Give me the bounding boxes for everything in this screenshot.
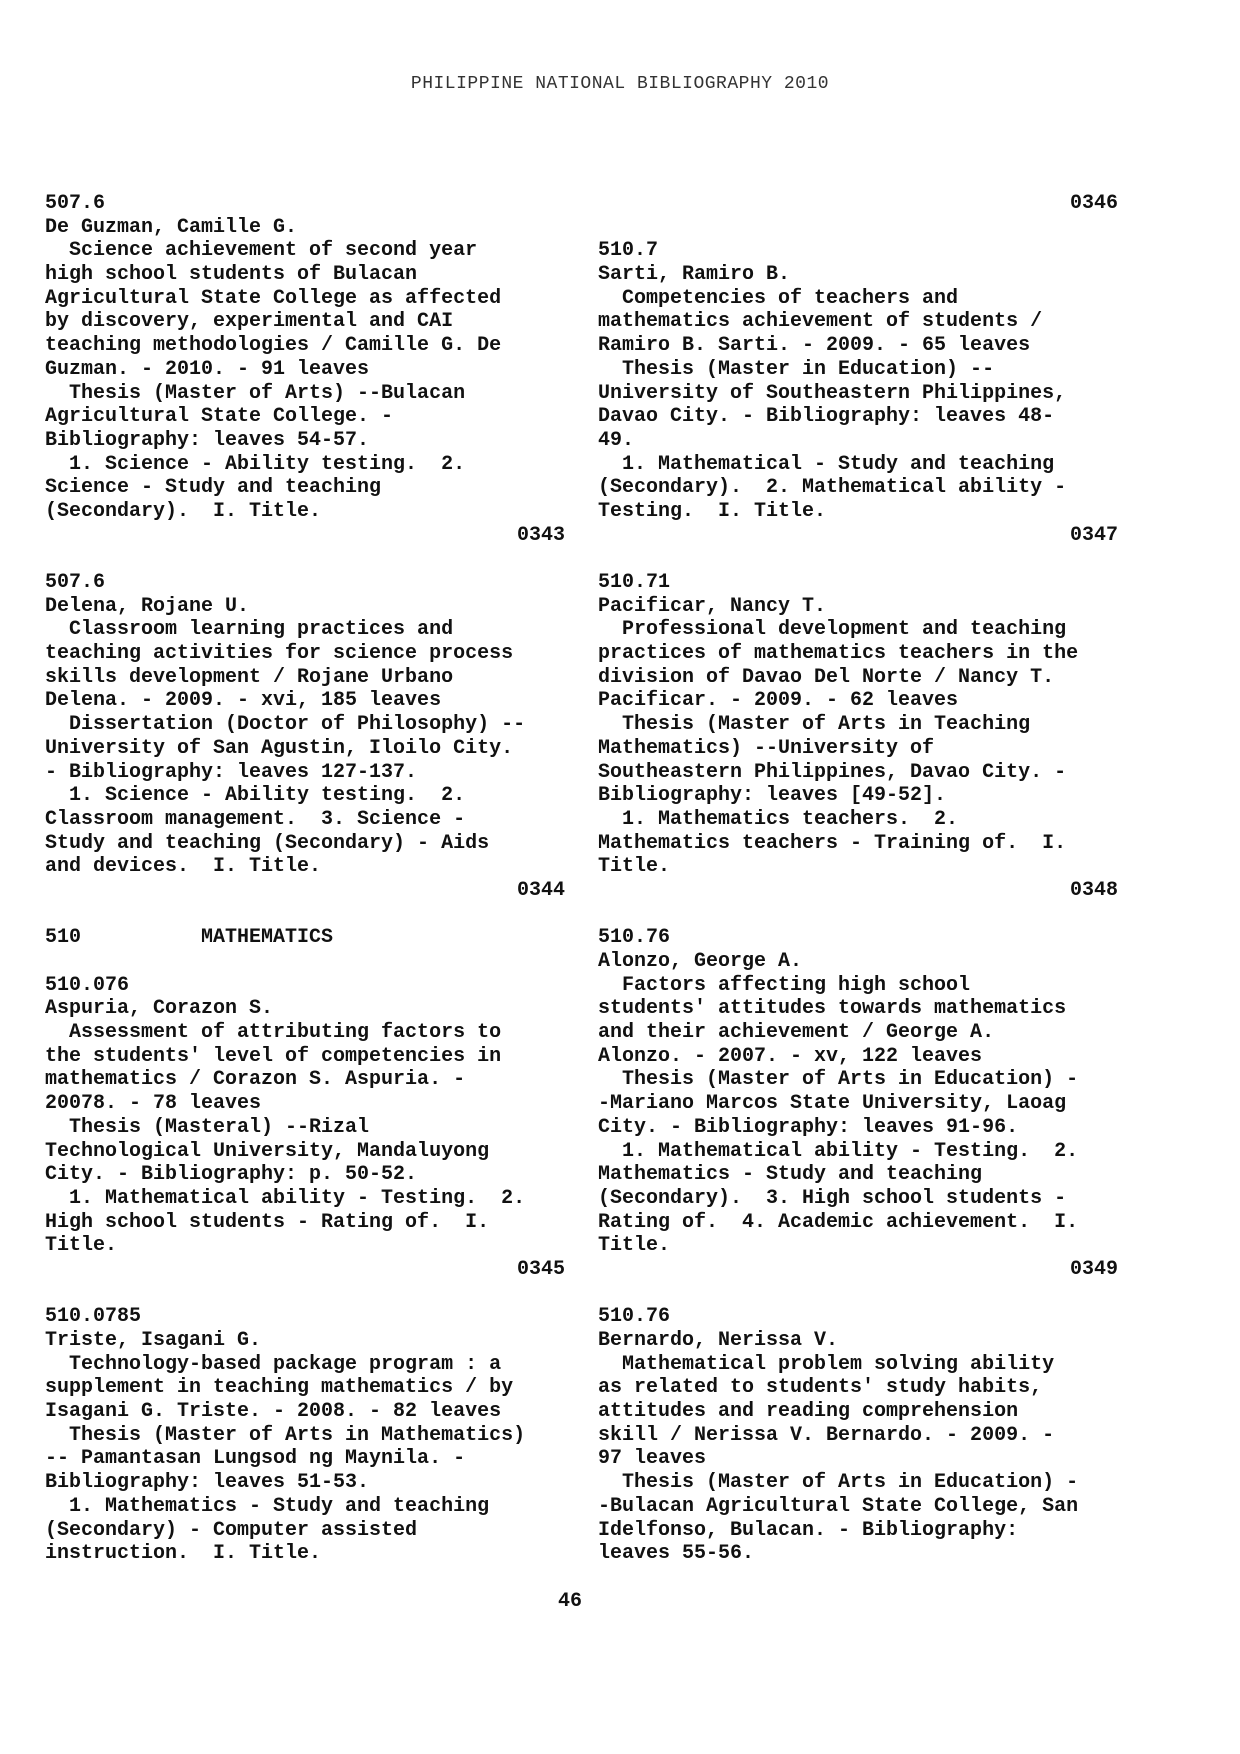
entry-author: Pacificar, Nancy T. [598, 594, 827, 618]
entry-line: Classroom management. 3. Science - [45, 807, 466, 831]
entry-line: -Mariano Marcos State University, Laoag [598, 1092, 1067, 1116]
entry-line: High school students - Rating of. I. [45, 1210, 490, 1234]
entry-line: University of San Agustin, Iloilo City. [45, 736, 514, 760]
control-number: 0345 [516, 1257, 565, 1281]
entry-line: 1. Mathematical ability - Testing. 2. [45, 1186, 526, 1210]
entry-line: -- Pamantasan Lungsod ng Maynila. - [45, 1447, 466, 1471]
entry-line: Thesis (Master of Arts in Mathematics) [45, 1423, 526, 1447]
class-number: 507.6 [45, 192, 106, 215]
entry-line: Thesis (Master of Arts in Teaching [598, 713, 1031, 737]
entry-line: Mathematics - Study and teaching [598, 1163, 983, 1187]
entry-line: mathematics / Corazon S. Aspuria. - [45, 1068, 466, 1092]
entry-line: -Bulacan Agricultural State College, San [598, 1494, 1079, 1518]
entry-line: 1. Mathematical - Study and teaching [598, 452, 1055, 476]
entry-line: Bibliography: leaves 51-53. [45, 1471, 370, 1495]
entry-line: Southeastern Philippines, Davao City. - [598, 760, 1067, 784]
bib-entry-0348 [598, 571, 1118, 903]
entry-author: Bernardo, Nerissa V. [598, 1329, 839, 1352]
entry-line: Thesis (Master of Arts in Education) - [598, 1068, 1079, 1092]
entry-line: Alonzo. - 2007. - xv, 122 leaves [598, 1044, 983, 1068]
entry-line: Science - Study and teaching [45, 476, 382, 500]
entry-line: Study and teaching (Secondary) - Aids [45, 831, 490, 855]
entry-line: 1. Science - Ability testing. 2. [45, 784, 466, 808]
entry-line: Bibliography: leaves [49-52]. [598, 784, 947, 808]
entry-line: City. - Bibliography: p. 50-52. [45, 1163, 418, 1187]
bib-entry-0344 [45, 571, 565, 903]
right-column [598, 192, 1118, 1566]
entry-line: Competencies of teachers and [598, 286, 959, 310]
entry-line: 20078. - 78 leaves [45, 1092, 262, 1116]
class-number: 507.6 [45, 571, 106, 594]
entry-line: Dissertation (Doctor of Philosophy) -- [45, 713, 526, 737]
control-number: 0344 [516, 878, 565, 902]
entry-author: Aspuria, Corazon S. [45, 997, 274, 1021]
entry-line: 1. Mathematics teachers. 2. [598, 807, 959, 831]
entry-line: the students' level of competencies in [45, 1044, 502, 1068]
entry-line: 49. [598, 428, 635, 452]
entry-line: Title. [598, 1234, 671, 1258]
entry-line: Thesis (Master of Arts) --Bulacan [45, 381, 466, 405]
entry-line: skill / Nerissa V. Bernardo. - 2009. - [598, 1423, 1055, 1447]
entry-line: Isagani G. Triste. - 2008. - 82 leaves [45, 1400, 502, 1424]
entry-line: Mathematics) --University of [598, 736, 935, 760]
entry-line: Professional development and teaching [598, 618, 1067, 642]
control-number: 0348 [1069, 878, 1118, 902]
entry-line: Idelfonso, Bulacan. - Bibliography: [598, 1518, 1019, 1542]
entry-line: Bibliography: leaves 54-57. [45, 428, 370, 452]
bib-entry-0350 [598, 1305, 1118, 1566]
entry-author: Sarti, Ramiro B. [598, 263, 791, 287]
entry-line: Technology-based package program : a [45, 1352, 502, 1376]
section-title: MATHEMATICS [201, 926, 334, 950]
class-number: 510.76 [598, 1305, 671, 1329]
entry-line: leaves 55-56. [598, 1542, 755, 1566]
entry-line: 1. Mathematical ability - Testing. 2. [598, 1139, 1079, 1163]
entry-line: Classroom learning practices and [45, 618, 454, 642]
control-number: 0347 [1069, 523, 1118, 547]
entry-line: Ramiro B. Sarti. - 2009. - 65 leaves [598, 334, 1031, 358]
entry-line: Thesis (Master in Education) -- [598, 357, 995, 381]
entry-line: Pacificar. - 2009. - 62 leaves [598, 689, 959, 713]
entry-line: skills development / Rojane Urbano [45, 665, 454, 689]
entry-line: - Bibliography: leaves 127-137. [45, 760, 418, 784]
entry-author: De Guzman, Camille G. [45, 215, 298, 239]
control-number: 0349 [1069, 1257, 1118, 1281]
class-number: 510.0785 [45, 1305, 142, 1329]
entry-line: 97 leaves [598, 1447, 707, 1471]
entry-line: 1. Mathematics - Study and teaching [45, 1494, 490, 1518]
entry-line: Thesis (Masteral) --Rizal [45, 1115, 370, 1139]
entry-line: as related to students' study habits, [598, 1376, 1043, 1400]
entry-line: City. - Bibliography: leaves 91-96. [598, 1115, 1019, 1139]
entry-line: instruction. I. Title. [45, 1542, 322, 1566]
entry-line: Assessment of attributing factors to [45, 1021, 502, 1045]
entry-line: mathematics achievement of students / [598, 310, 1043, 334]
entry-line: (Secondary). 3. High school students - [598, 1186, 1067, 1210]
control-number: 0346 [1069, 192, 1118, 215]
entry-line: Thesis (Master of Arts in Education) - [598, 1471, 1079, 1495]
class-number: 510.76 [598, 926, 671, 950]
page-number: 46 [557, 1590, 582, 1613]
left-column [45, 192, 565, 1566]
entry-line: by discovery, experimental and CAI [45, 310, 454, 334]
class-number: 510.7 [598, 239, 659, 263]
class-number: 510.076 [45, 973, 130, 997]
bib-entry-0345 [45, 974, 565, 1282]
entry-line: Factors affecting high school [598, 973, 971, 997]
entry-line: Mathematical problem solving ability [598, 1352, 1055, 1376]
entry-line: practices of mathematics teachers in the [598, 642, 1079, 666]
entry-line: Mathematics teachers - Training of. I. [598, 831, 1067, 855]
entry-line: (Secondary) - Computer assisted [45, 1518, 418, 1542]
entry-line: (Secondary). 2. Mathematical ability - [598, 476, 1067, 500]
class-number: 510.71 [598, 571, 671, 594]
entry-author: Delena, Rojane U. [45, 594, 250, 618]
entry-line: 1. Science - Ability testing. 2. [45, 452, 466, 476]
entry-author: Alonzo, George A. [598, 950, 803, 973]
section-number: 510 [45, 926, 82, 950]
entry-line: division of Davao Del Norte / Nancy T. [598, 665, 1055, 689]
entry-line: Testing. I. Title. [598, 499, 827, 523]
bib-entry-0349 [598, 926, 1118, 1281]
entry-line: Delena. - 2009. - xvi, 185 leaves [45, 689, 442, 713]
bib-entry-0347 [598, 239, 1118, 547]
section-heading [45, 926, 565, 950]
entry-line: Agricultural State College as affected [45, 286, 502, 310]
running-header: PHILIPPINE NATIONAL BIBLIOGRAPHY 2010 [410, 74, 830, 94]
entry-line: attitudes and reading comprehension [598, 1400, 1019, 1424]
entry-line: University of Southeastern Philippines, [598, 381, 1067, 405]
entry-line: Science achievement of second year [45, 239, 478, 263]
entry-line: Rating of. 4. Academic achievement. I. [598, 1210, 1079, 1234]
entry-line: Title. [45, 1234, 118, 1258]
entry-line: and devices. I. Title. [45, 855, 322, 879]
entry-author: Triste, Isagani G. [45, 1329, 262, 1352]
bib-entry-0346 [45, 1305, 565, 1566]
entry-line: Agricultural State College. - [45, 405, 394, 429]
entry-line: Technological University, Mandaluyong [45, 1139, 490, 1163]
entry-line: and their achievement / George A. [598, 1021, 995, 1045]
bib-entry-0343 [45, 192, 565, 547]
entry-line: teaching activities for science process [45, 642, 514, 666]
entry-line: students' attitudes towards mathematics [598, 997, 1067, 1021]
entry-line: Guzman. - 2010. - 91 leaves [45, 357, 370, 381]
entry-line: supplement in teaching mathematics / by [45, 1376, 514, 1400]
entry-line: Davao City. - Bibliography: leaves 48- [598, 405, 1055, 429]
entry-line: high school students of Bulacan [45, 263, 418, 287]
entry-line: teaching methodologies / Camille G. De [45, 334, 502, 358]
entry-line: Title. [598, 855, 671, 879]
control-number: 0343 [516, 523, 565, 547]
entry-line: (Secondary). I. Title. [45, 499, 322, 523]
